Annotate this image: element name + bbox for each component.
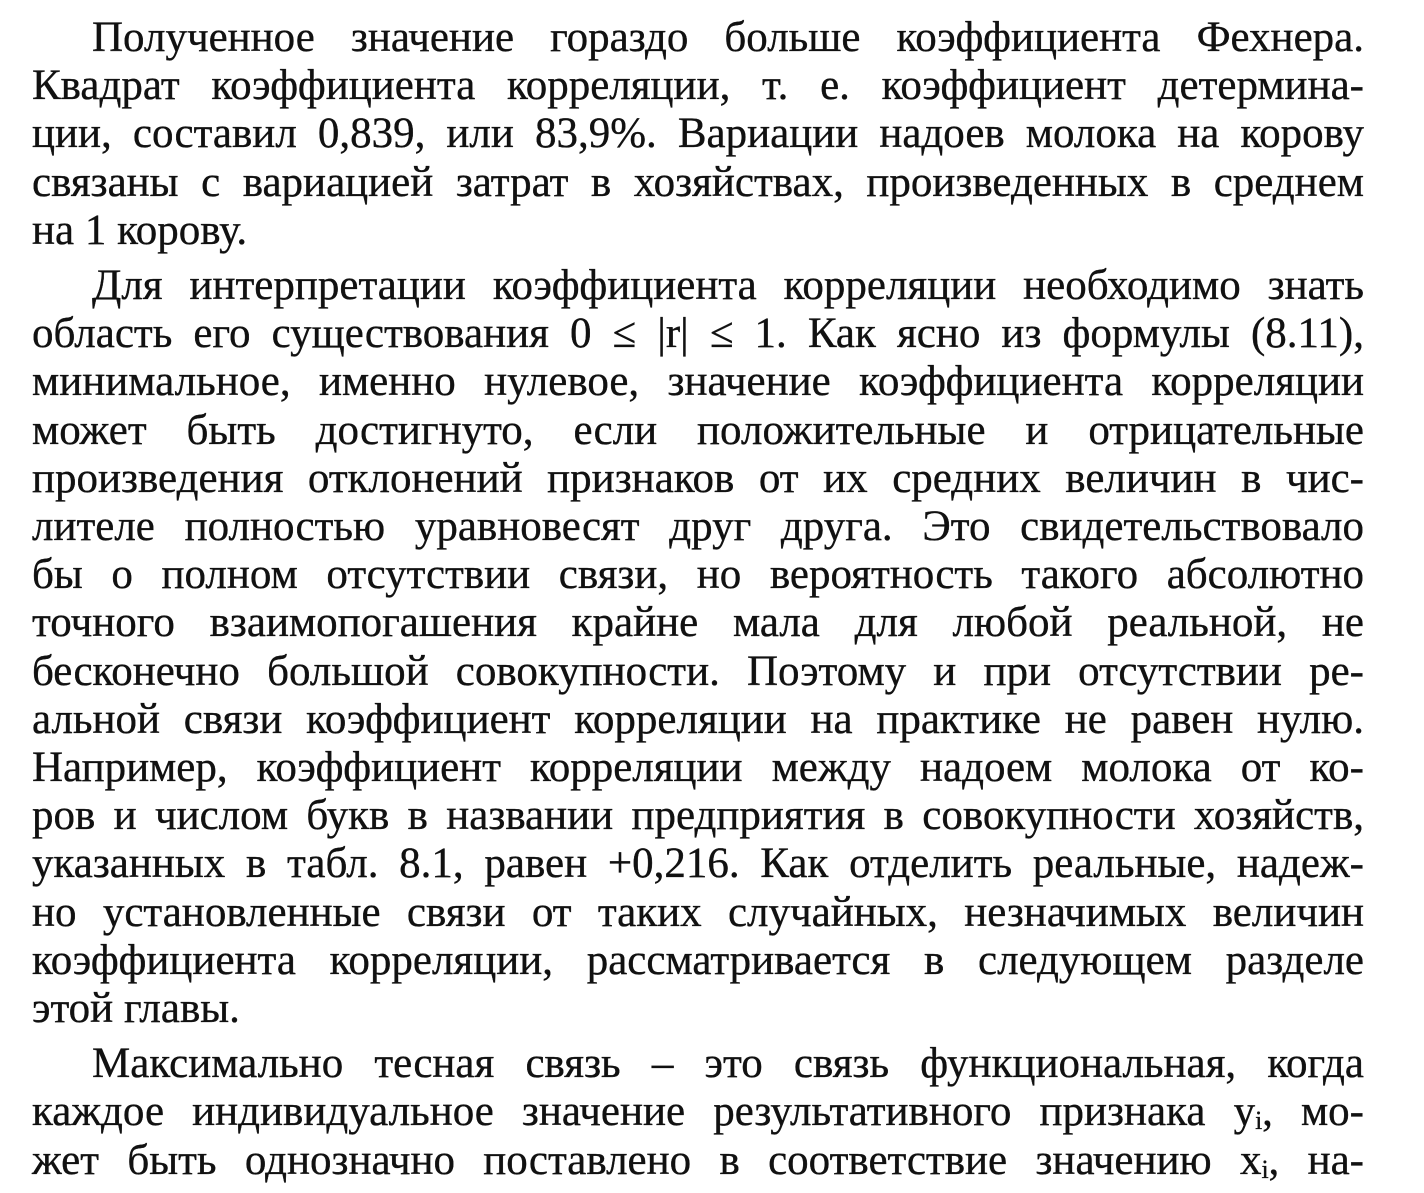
text-line: может быть достигнуто, если положительные и отрицательные: [32, 406, 1364, 454]
text-line: область его существования 0 ≤ |r| ≤ 1. Как ясно из формулы (8.11),: [32, 310, 1364, 358]
text-line: бесконечно большой совокупности. Поэтому и при отсутствии ре-: [32, 647, 1364, 695]
text-line: коэффициента корреляции, рассматривается в следующем разделе: [32, 936, 1364, 984]
text-line: Максимально тесная связь – это связь функциональная, когда: [92, 1040, 1364, 1088]
text-line: но установленные связи от таких случайных, незначимых величин: [32, 888, 1364, 936]
text-line: Например, коэффициент корреляции между надоем молока от ко-: [32, 744, 1364, 792]
text-line: ции, составил 0,839, или 83,9%. Вариации надоев молока на корову: [32, 110, 1364, 158]
text-line: Полученное значение гораздо больше коэффициента Фехнера.: [92, 14, 1364, 61]
text-line: каждое индивидуальное значение результативного признака yᵢ, мо-: [32, 1088, 1364, 1136]
text-line: Квадрат коэффициента корреляции, т. е. коэффициент детермина-: [32, 62, 1364, 110]
paragraph-1: [32, 14, 1364, 255]
text-line: этой главы.: [32, 985, 240, 1033]
text-line: точного взаимопогашения крайне мала для любой реальной, не: [32, 599, 1364, 647]
text-line: минимальное, именно нулевое, значение коэффициента корреляции: [32, 358, 1364, 406]
document-page: [32, 14, 1364, 1185]
text-line: бы о полном отсутствии связи, но вероятность такого абсолютно: [32, 551, 1364, 599]
paragraph-2: [32, 262, 1364, 1033]
text-line: лителе полностью уравновесят друг друга. Это свидетельствовало: [32, 503, 1364, 551]
paragraph-3: [32, 1040, 1364, 1185]
text-line: указанных в табл. 8.1, равен +0,216. Как отделить реальные, надеж-: [32, 840, 1364, 888]
text-line: связаны с вариацией затрат в хозяйствах, произведенных в среднем: [32, 158, 1364, 206]
text-line: Для интерпретации коэффициента корреляции необходимо знать: [92, 262, 1364, 310]
text-line: альной связи коэффициент корреляции на практике не равен нулю.: [32, 695, 1364, 743]
text-line: жет быть однозначно поставлено в соответствие значению xᵢ, на-: [32, 1136, 1364, 1184]
text-line: ров и числом букв в названии предприятия в совокупности хозяйств,: [32, 792, 1364, 840]
text-line: произведения отклонений признаков от их средних величин в чис-: [32, 454, 1364, 502]
text-line: на 1 корову.: [32, 206, 248, 254]
